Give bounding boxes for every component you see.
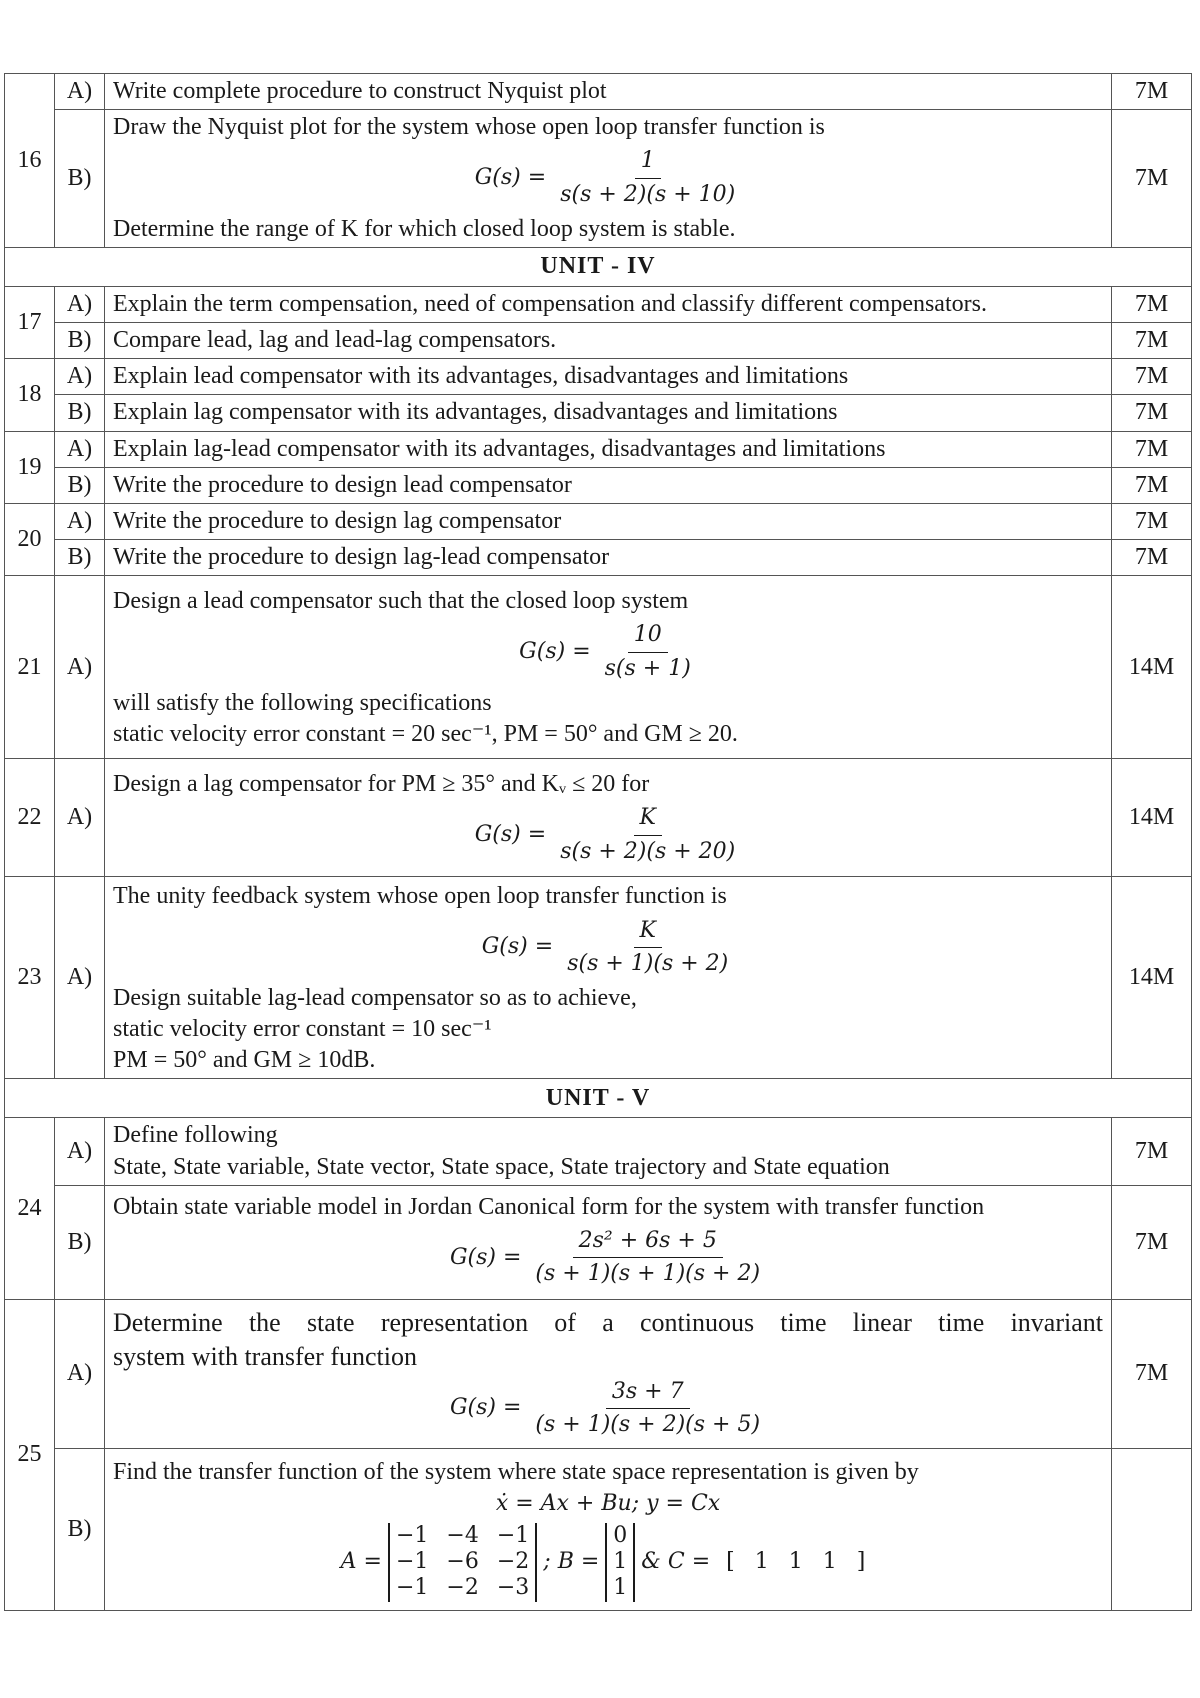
q20-a-row [5,503,1192,539]
transfer-function [113,147,1103,209]
numerator: 1 [635,147,661,179]
matrix-cell: −1 [395,1522,429,1548]
q17-b-row [5,322,1192,358]
q24-a-row [5,1118,1192,1185]
matrix-cell: −1 [496,1522,530,1548]
tf-lhs: G(s) = [481,934,554,960]
marks: 7M [1112,359,1192,395]
matrix-cell: −4 [446,1522,479,1548]
a-matrix-label: A = [340,1548,382,1574]
part-label: B) [55,322,105,358]
fraction [529,1227,766,1289]
question-text: Explain lead compensator with its advantages, disadvantages and limitations [105,359,1112,395]
unit-header-row [5,1079,1192,1118]
b-matrix-label: ; B = [543,1548,600,1574]
matrix-cell: −3 [496,1575,530,1601]
matrix-cell: −2 [446,1575,479,1601]
part-label: A) [55,74,105,110]
transfer-function [113,621,1103,683]
question-text: Write the procedure to design lead compensator [105,467,1112,503]
vector-cell: 1 [613,1549,628,1575]
question-body [105,877,1112,1079]
question-body [105,576,1112,759]
marks: 14M [1112,877,1192,1079]
q16-b-row [5,110,1192,248]
question-text: Determine the state representation of a continuous time linear time invariant [113,1308,1103,1338]
question-text: The unity feedback system whose open loop transfer function is [113,883,727,910]
vector-cell: 1 [788,1548,803,1574]
matrix-cell: −1 [395,1575,429,1601]
b-vector [605,1523,635,1602]
question-body [105,1448,1112,1610]
question-text: Design suitable lag-lead compensator so as to achieve, [113,984,637,1011]
fraction [554,804,741,866]
question-number: 22 [5,759,55,877]
question-number: 21 [5,576,55,759]
part-label: A) [55,286,105,322]
part-label: A) [55,576,105,759]
question-text: PM = 50° and GM ≥ 10dB. [113,1047,376,1074]
marks: 7M [1112,1118,1192,1185]
marks: 7M [1112,286,1192,322]
numerator: K [634,804,662,836]
marks: 7M [1112,110,1192,248]
part-label: B) [55,1448,105,1610]
vector-cell: 0 [613,1522,628,1548]
question-number: 19 [5,431,55,503]
question-number: 17 [5,286,55,358]
q22-row [5,759,1192,877]
state-equation: ẋ = Ax + Bu; y = Cx [495,1491,721,1517]
q17-a-row [5,286,1192,322]
tf-lhs: G(s) = [449,1395,522,1421]
marks: 7M [1112,74,1192,110]
marks: 14M [1112,576,1192,759]
question-text: Write the procedure to design lag-lead compensator [105,540,1112,576]
question-body [105,1185,1112,1299]
vector-cell: 1 [822,1548,837,1574]
question-text: Write the procedure to design lag compensator [105,503,1112,539]
question-number: 25 [5,1300,55,1611]
matrix-cell: −2 [496,1549,530,1575]
question-text: Design a lag compensator for PM ≥ 35° and Kᵥ ≤ 20 for [113,771,650,797]
q23-row [5,877,1192,1079]
c-matrix-label: & C = [641,1548,711,1574]
transfer-function [113,917,1103,979]
denominator: s(s + 1)(s + 2) [567,951,729,977]
q18-b-row [5,395,1192,431]
fraction [529,1378,766,1440]
marks: 7M [1112,540,1192,576]
transfer-function [113,804,1103,866]
question-text: Draw the Nyquist plot for the system whose open loop transfer function is [113,114,825,141]
question-body [105,1118,1112,1185]
part-label: B) [55,1185,105,1299]
denominator: (s + 1)(s + 2)(s + 5) [535,1412,761,1438]
question-number: 18 [5,359,55,431]
question-text: Compare lead, lag and lead-lag compensators. [105,322,1112,358]
bracket-open-icon: [ [726,1548,735,1574]
numerator: 10 [628,621,668,653]
matrix-cell: −1 [395,1549,429,1575]
question-number: 20 [5,503,55,575]
question-number: 24 [5,1118,55,1300]
q24-b-row [5,1185,1192,1299]
marks: 7M [1112,431,1192,467]
marks: 7M [1112,467,1192,503]
q19-a-row [5,431,1192,467]
marks: 7M [1112,1185,1192,1299]
marks [1112,1448,1192,1610]
marks: 14M [1112,759,1192,877]
part-label: B) [55,467,105,503]
q25-a-row [5,1300,1192,1449]
numerator: 2s² + 6s + 5 [573,1227,723,1259]
question-text: Find the transfer function of the system where state space representation is given by [113,1458,919,1485]
question-text: will satisfy the following specifications [113,689,492,716]
question-number: 16 [5,74,55,248]
question-text: Obtain state variable model in Jordan Canonical form for the system with transfer function [113,1193,985,1220]
denominator: s(s + 2)(s + 20) [560,838,736,864]
question-number: 23 [5,877,55,1079]
fraction [599,621,697,683]
part-label: A) [55,759,105,877]
tf-lhs: G(s) = [474,165,547,191]
q19-b-row [5,467,1192,503]
fraction [554,147,741,209]
numerator: K [634,917,662,949]
part-label: A) [55,503,105,539]
tf-lhs: G(s) = [474,821,547,847]
state-matrices [113,1523,1103,1602]
question-text: system with transfer function [113,1341,417,1371]
marks: 7M [1112,322,1192,358]
question-text: static velocity error constant = 10 sec⁻¹ [113,1015,492,1042]
part-label: A) [55,359,105,395]
unit-heading: UNIT - V [5,1079,1192,1118]
question-text: Explain lag-lead compensator with its advantages, disadvantages and limitations [105,431,1112,467]
matrix-cell: −6 [446,1549,479,1575]
part-label: B) [55,110,105,248]
q16-a-row [5,74,1192,110]
denominator: s(s + 1) [604,656,691,682]
part-label: A) [55,877,105,1079]
unit-header-row [5,247,1192,286]
transfer-function [113,1378,1103,1440]
marks: 7M [1112,1300,1192,1449]
denominator: s(s + 2)(s + 10) [560,181,736,207]
vector-cell: 1 [754,1548,769,1574]
question-table [4,73,1192,1611]
part-label: A) [55,1118,105,1185]
marks: 7M [1112,395,1192,431]
tf-lhs: G(s) = [449,1244,522,1270]
question-text: Write complete procedure to construct Nyquist plot [105,74,1112,110]
question-text: static velocity error constant = 20 sec⁻¹, PM = 50° and GM ≥ 20. [113,720,738,747]
question-body [105,759,1112,877]
c-vector [716,1548,875,1577]
tf-lhs: G(s) = [519,639,591,665]
denominator: (s + 1)(s + 1)(s + 2) [535,1261,761,1287]
part-label: B) [55,540,105,576]
question-text: Define following [113,1122,278,1149]
question-text: Design a lead compensator such that the closed loop system [113,588,689,615]
q18-a-row [5,359,1192,395]
part-label: A) [55,1300,105,1449]
fraction [561,917,734,979]
question-body [105,1300,1112,1449]
vector-cell: 1 [613,1575,628,1601]
question-text: Explain lag compensator with its advantages, disadvantages and limitations [105,395,1112,431]
question-text: State, State variable, State vector, State space, State trajectory and State equation [113,1153,890,1180]
q21-row [5,576,1192,759]
transfer-function [113,1227,1103,1289]
marks: 7M [1112,503,1192,539]
q25-b-row [5,1448,1192,1610]
question-text: Determine the range of K for which closed loop system is stable. [113,215,736,242]
bracket-close-icon: ] [856,1548,866,1574]
q20-b-row [5,540,1192,576]
part-label: A) [55,431,105,467]
question-text: Explain the term compensation, need of compensation and classify different compensators. [105,286,1112,322]
numerator: 3s + 7 [606,1378,690,1410]
a-matrix [388,1523,537,1602]
question-body [105,110,1112,248]
part-label: B) [55,395,105,431]
unit-heading: UNIT - IV [5,247,1192,286]
